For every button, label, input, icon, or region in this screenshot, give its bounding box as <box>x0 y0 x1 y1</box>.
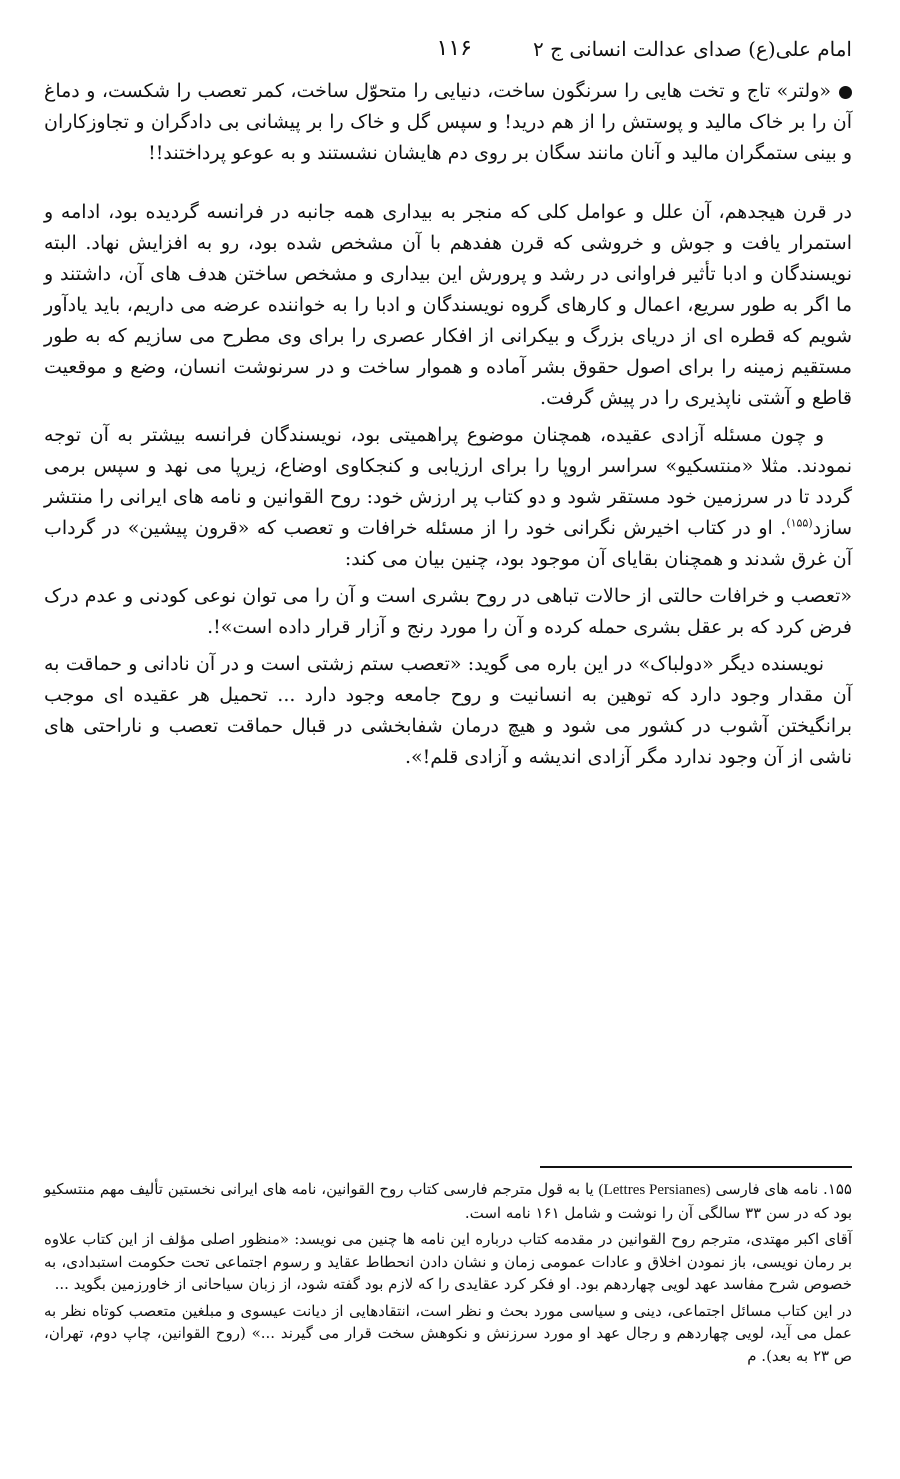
footnotes <box>44 1178 852 1371</box>
paragraph-eighteenth-century: در قرن هیجدهم، آن علل و عوامل کلی که منجر به بیداری همه جانبه در فرانسه گردیده بود، ادامه و استمرار یافت و جوش و خروشی که قرن هفدهم با آن مشخص شده بود، رو به افزایش نهاد. البته نویسندگان و ادبا تأثیر فراوانی در رشد و پرورش این بیداری و مشخص ساختن هدف های آن، داشتند و ما اگر به طور سریع، اعمال و کارهای گروه نویسندگان و ادبا را به خواننده عرضه می داریم، باید یادآور شویم که قطره ای از دریای بزرگ و بیکرانی از افکار عصری را برای وی مطرح می سازیم که به طور مستقیم زمینه را برای اصول حقوق بشر آماده و هموار ساخت و در سرنوشت انسان، وضع و موقعیت قاطع و آشتی ناپذیری را در پیش گرفت. <box>44 201 852 409</box>
quote-montesquieu: «تعصب و خرافات حالتی از حالات تباهی در روح بشری است و آن را می توان نوعی کودنی و عدم درک فرض کرد که بر عقل بشری حمله کرده و آن را مورد رنج و آزار قرار داده است»!. <box>44 585 852 638</box>
paragraph-montesquieu <box>44 420 852 575</box>
footnote-translator-note: آقای اکبر مهتدی، مترجم روح القوانین در مقدمه کتاب درباره این نامه ها چنین می نویسد: «منظور اصلی مؤلف از این کتاب علاوه بر رمان نویسی، باز نمودن اخلاق و عادات عمومی زمان و نشان دادن انحطاط عقاید و رسوم اجتماعی تحت حکومت استبدادی، به خصوص شرح مفاسد عهد لویی چهاردهم بود. او فکر کرد عقایدی را که لازم بود گفته شود، از زبان سیاحانی از خاورزمین بگوید ... <box>44 1230 852 1293</box>
footnote-book-topics: در این کتاب مسائل اجتماعی، دینی و سیاسی مورد بحث و نظر است، انتقادهایی از دیانت عیسوی و مبلغین متعصب کوتاه نظر به عمل می آید، لویی چهاردهم و رجال عهد او مورد سرزنش و نکوهش سخت قرار می گیرند ...» (روح القوانین، چاپ دوم، تهران، ص ۲۳ به بعد). م <box>44 1301 852 1365</box>
footnote-155-latin-title: (Lettres Persianes) <box>598 1182 711 1198</box>
footnote-155-prefix: ۱۵۵. نامه های فارسی <box>715 1180 852 1198</box>
running-title: امام علی(ع) صدای عدالت انسانی ج ۲ <box>532 37 852 61</box>
page-header <box>40 34 852 68</box>
footnote-divider <box>540 1166 852 1168</box>
footnote-reference-155[interactable]: (۱۵۵) <box>786 516 813 530</box>
footnote-155-suffix: یا به قول مترجم فارسی کتاب روح القوانین، نامه های ایرانی نخستین تألیف مهم منتسکیو بود که در سن ۳۳ سالگی آن را نوشت و شامل ۱۶۱ نامه است. <box>44 1180 852 1222</box>
paragraph-holbach: نویسنده دیگر «دولباک» در این باره می گوید: «تعصب ستم زشتی است و در آن نادانی و حماقت به آن مقدار وجود دارد که توهین به انسانیت و روح جامعه وجود دارد ... تحمیل هر عقیده ای موجب برانگیختن آشوب در کشور می شود و هیچ درمان شفابخشی در قبال حماقت تعصب و ناراحتی های ناشی از آن وجود ندارد مگر آزادی اندیشه و آزادی قلم!». <box>44 653 852 768</box>
paragraph-montesquieu-text-b: . او در کتاب اخیرش نگرانی خود را از مسئله خرافات و تعصب که «قرون پیشین» در گرداب آن غرق شدند و همچنان بقایای آن موجود بود، چنین بیان می کند: <box>44 517 852 570</box>
bullet-icon <box>839 86 852 99</box>
paragraph-voltaire <box>44 76 852 169</box>
paragraph-voltaire-text: «ولتر» تاج و تخت هایی را سرنگون ساخت، دنیایی را متحوّل ساخت، کمر تعصب را شکست، و دماغ آن را بر خاک مالید و پوستش را از هم درید! و سپس گل و خاک را بر پیشانی بی دادگران و تجاوزکاران و بینی ستمگران مالید و آنان مانند سگان بر روی دم هایشان نشستند و به عوعو پرداختند!! <box>44 80 852 164</box>
footnote-155 <box>44 1178 852 1224</box>
paragraph-montesquieu-text-a: و چون مسئله آزادی عقیده، همچنان موضوع پراهمیتی بود، نویسندگان فرانسه بیشتر به آن توجه نمودند. مثلا «منتسکیو» سراسر اروپا را برای ارزیابی و کنجکاوی اوضاع، زیرپا می نهد و سپس برمی گردد تا در سرزمین خود مستقر شود و دو کتاب پر ارزش خود: روح القوانین و نامه های ایرانی را منتشر سازد <box>44 424 852 539</box>
body-text <box>44 76 852 779</box>
page-number: ۱۱۶ <box>436 36 472 61</box>
